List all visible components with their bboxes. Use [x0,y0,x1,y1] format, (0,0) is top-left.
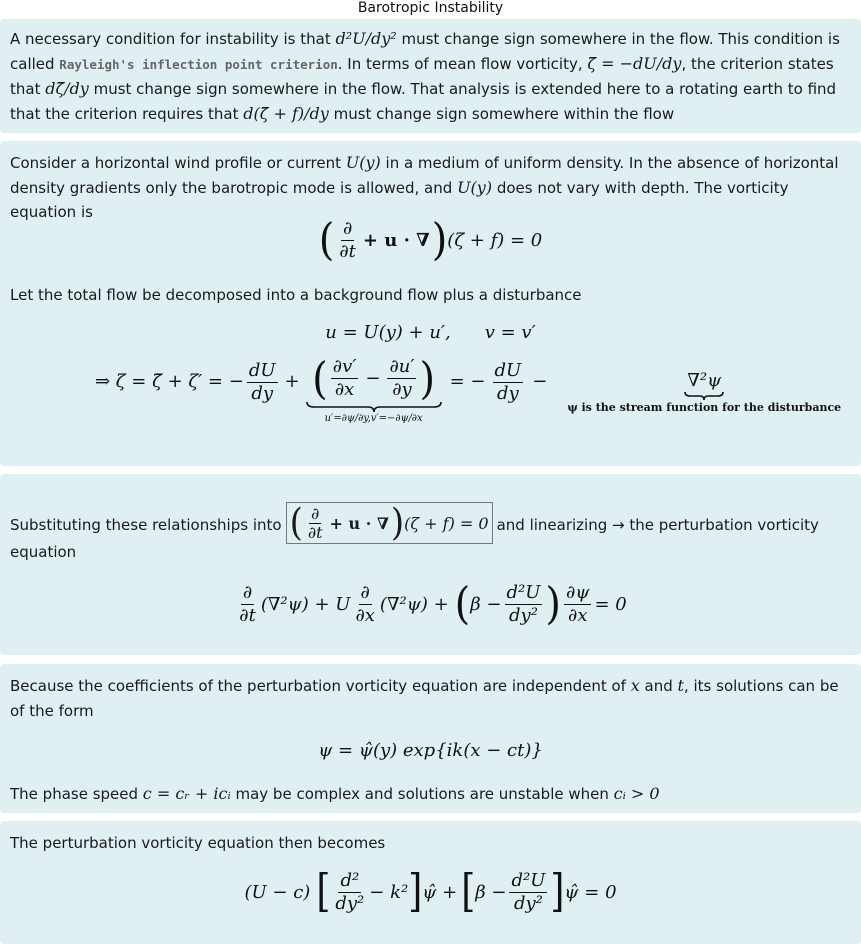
term: ψ̂ = 0 [564,881,617,903]
frac-num: ∂ [360,581,370,603]
term: ψ̂ + [422,881,458,903]
math-inline: d(ζ̄ + f)/dy [243,103,329,123]
vorticity-equation: ( $\frac{\partial}{\partial t}$ + u · ∇ ) (ζ + f) = 0 [318,214,543,266]
text: , its solutions can be of the form [10,677,839,720]
solution-form-equation: ψ = ψ̂(y) exp{ik(x − ct)} [318,739,543,761]
term: (U − c) [244,881,311,903]
frac-num: ∂v′ [332,356,357,377]
frac-num: ∂u′ [389,356,415,377]
solution-paragraph [10,664,851,723]
text: in a medium of uniform density. In the absence of horizontal density gradients only the barotropic mode is allowed, and [10,154,839,197]
text: must change sign somewhere in the flow. This condition is called [10,30,840,73]
u-decomposition: u = U(y) + u′, [325,321,451,343]
text: , the criterion states that [10,54,834,98]
lead: ⇒ ζ = ζ̄ + ζ′ = − [95,371,244,392]
math-inline: x [630,676,640,695]
frac-den: dy² [513,892,543,914]
term: − k² [369,881,409,903]
frac-den: ∂y [392,379,412,400]
decompose-text: Let the total flow be decomposed into a background flow plus a disturbance [10,286,582,304]
text: Because the coefficients of the perturbation vorticity equation are independent of [10,677,631,695]
equation-rest: (ζ + f) = 0 [404,513,489,533]
term: (∇²ψ) + U [260,593,351,615]
underbrace-label: u′=∂ψ/∂y,v′=−∂ψ/∂x [324,413,423,424]
text: does not vary with depth. The vorticity equation is [10,178,789,221]
frac-num: ∂ [242,581,253,603]
equation-rest: (ζ + f) = 0 [447,229,543,251]
beta-term: β − [475,881,507,903]
text: Substituting these relationships into [10,516,282,534]
linearize-line [10,501,819,546]
equals-minus: = − [449,371,486,392]
underbrace-icon [684,391,724,401]
frac-den: ∂x [355,604,375,626]
frac-num: ∂ψ [566,581,590,603]
criterion-code-span: Rayleigh's inflection point criterion [59,56,338,72]
math-inline: ζ̄ = −dU/dy [587,53,682,73]
perturbation-vorticity-equation: $\frac{\partial}{\partial t}$ (∇²ψ) + U $\frac{\partial}{\partial x}$ (∇²ψ) + ( β − $\frac{\text{d²U}}{\text{dy²}}$ ) $\frac{\partial\psi}{\partial x}$ = 0 [239,578,627,630]
frac-den: dy² [509,604,538,626]
beta-term: β − [470,593,502,615]
math-inline: U(y) [457,177,493,197]
frac-num: d²U [506,581,541,603]
vorticity-decomposition-equation [0,353,861,440]
frac-den: ∂x [568,604,588,626]
decomposition-equation [0,318,861,346]
term: = 0 [594,593,627,615]
laplacian-underbrace [567,370,841,414]
math-inline: t [677,676,684,695]
frac-den: ∂t [239,604,256,626]
text: may be complex and solutions are unstable when [230,785,614,803]
text: A necessary condition for instability is that [10,30,336,48]
frac-den: dy [251,383,274,404]
minus: − [365,368,381,389]
frac-num: d²U [511,869,546,891]
page-title: Barotropic Instability [357,0,504,16]
frac-num: d² [340,869,360,891]
plus: + [284,371,300,392]
boxed-vorticity-equation: ( $\frac{\partial}{\partial t}$ + u · ∇ ) (ζ + f) = 0 [286,502,493,544]
advection-term: + u · ∇ [329,513,389,533]
term: (∇²ψ) + [379,593,449,615]
frac-den: ∂t [307,522,323,542]
stream-function-note: ψ is the stream function for the disturbance [567,401,842,414]
frac-den: ∂t [339,240,356,262]
text: must change sign somewhere in the flow. That analysis is extended here to a rotating earth to find that the criterion requires that [10,80,837,123]
underbraced-term: ( $\frac{\partial v'}{\partial x}$ − $\frac{\partial u'}{\partial y}$ ) u′=∂ψ/∂y,v′=−∂ψ/∂x [306,356,442,424]
text: and [639,677,678,695]
final-equation: (U − c) [ $\frac{\text{d²}}{\text{dy²}}$ − k² ] ψ̂ + [ β − $\frac{\text{d²U}}{\text{dy²}}$ ] ψ̂ = 0 [244,865,617,917]
math-inline: cᵢ > 0 [613,784,660,803]
text: . In terms of mean flow vorticity, [337,54,588,73]
frac-den: ∂x [334,379,355,400]
v-decomposition: v = v′ [484,321,536,343]
laplacian-psi: ∇²ψ [687,370,722,391]
math-inline: U(y) [345,153,381,172]
phase-speed-line [10,782,660,807]
frac-den: dy [497,383,519,404]
text: must change sign somewhere within the flow [328,104,675,123]
frac-num: dU [494,360,522,381]
intro-paragraph [10,19,851,126]
advection-term: + u · ∇ [362,229,430,251]
frac-num: dU [248,360,276,381]
math-inline: d²U/dy² [335,29,397,48]
text: and linearizing → the perturbation vorticity [496,516,819,534]
minus: − [532,371,548,392]
math-inline: c = cᵣ + icᵢ [142,784,231,803]
math-inline: dζ̄/dy [45,79,89,98]
frac-num: ∂ [342,217,353,239]
text: The phase speed [10,785,143,803]
text-wrap: equation [10,543,77,561]
frac-den: dy² [335,892,365,914]
final-text: The perturbation vorticity equation then becomes [10,834,386,852]
text: Consider a horizontal wind profile or current [10,154,346,172]
intro-panel [0,19,861,133]
frac-num: ∂ [311,503,320,523]
